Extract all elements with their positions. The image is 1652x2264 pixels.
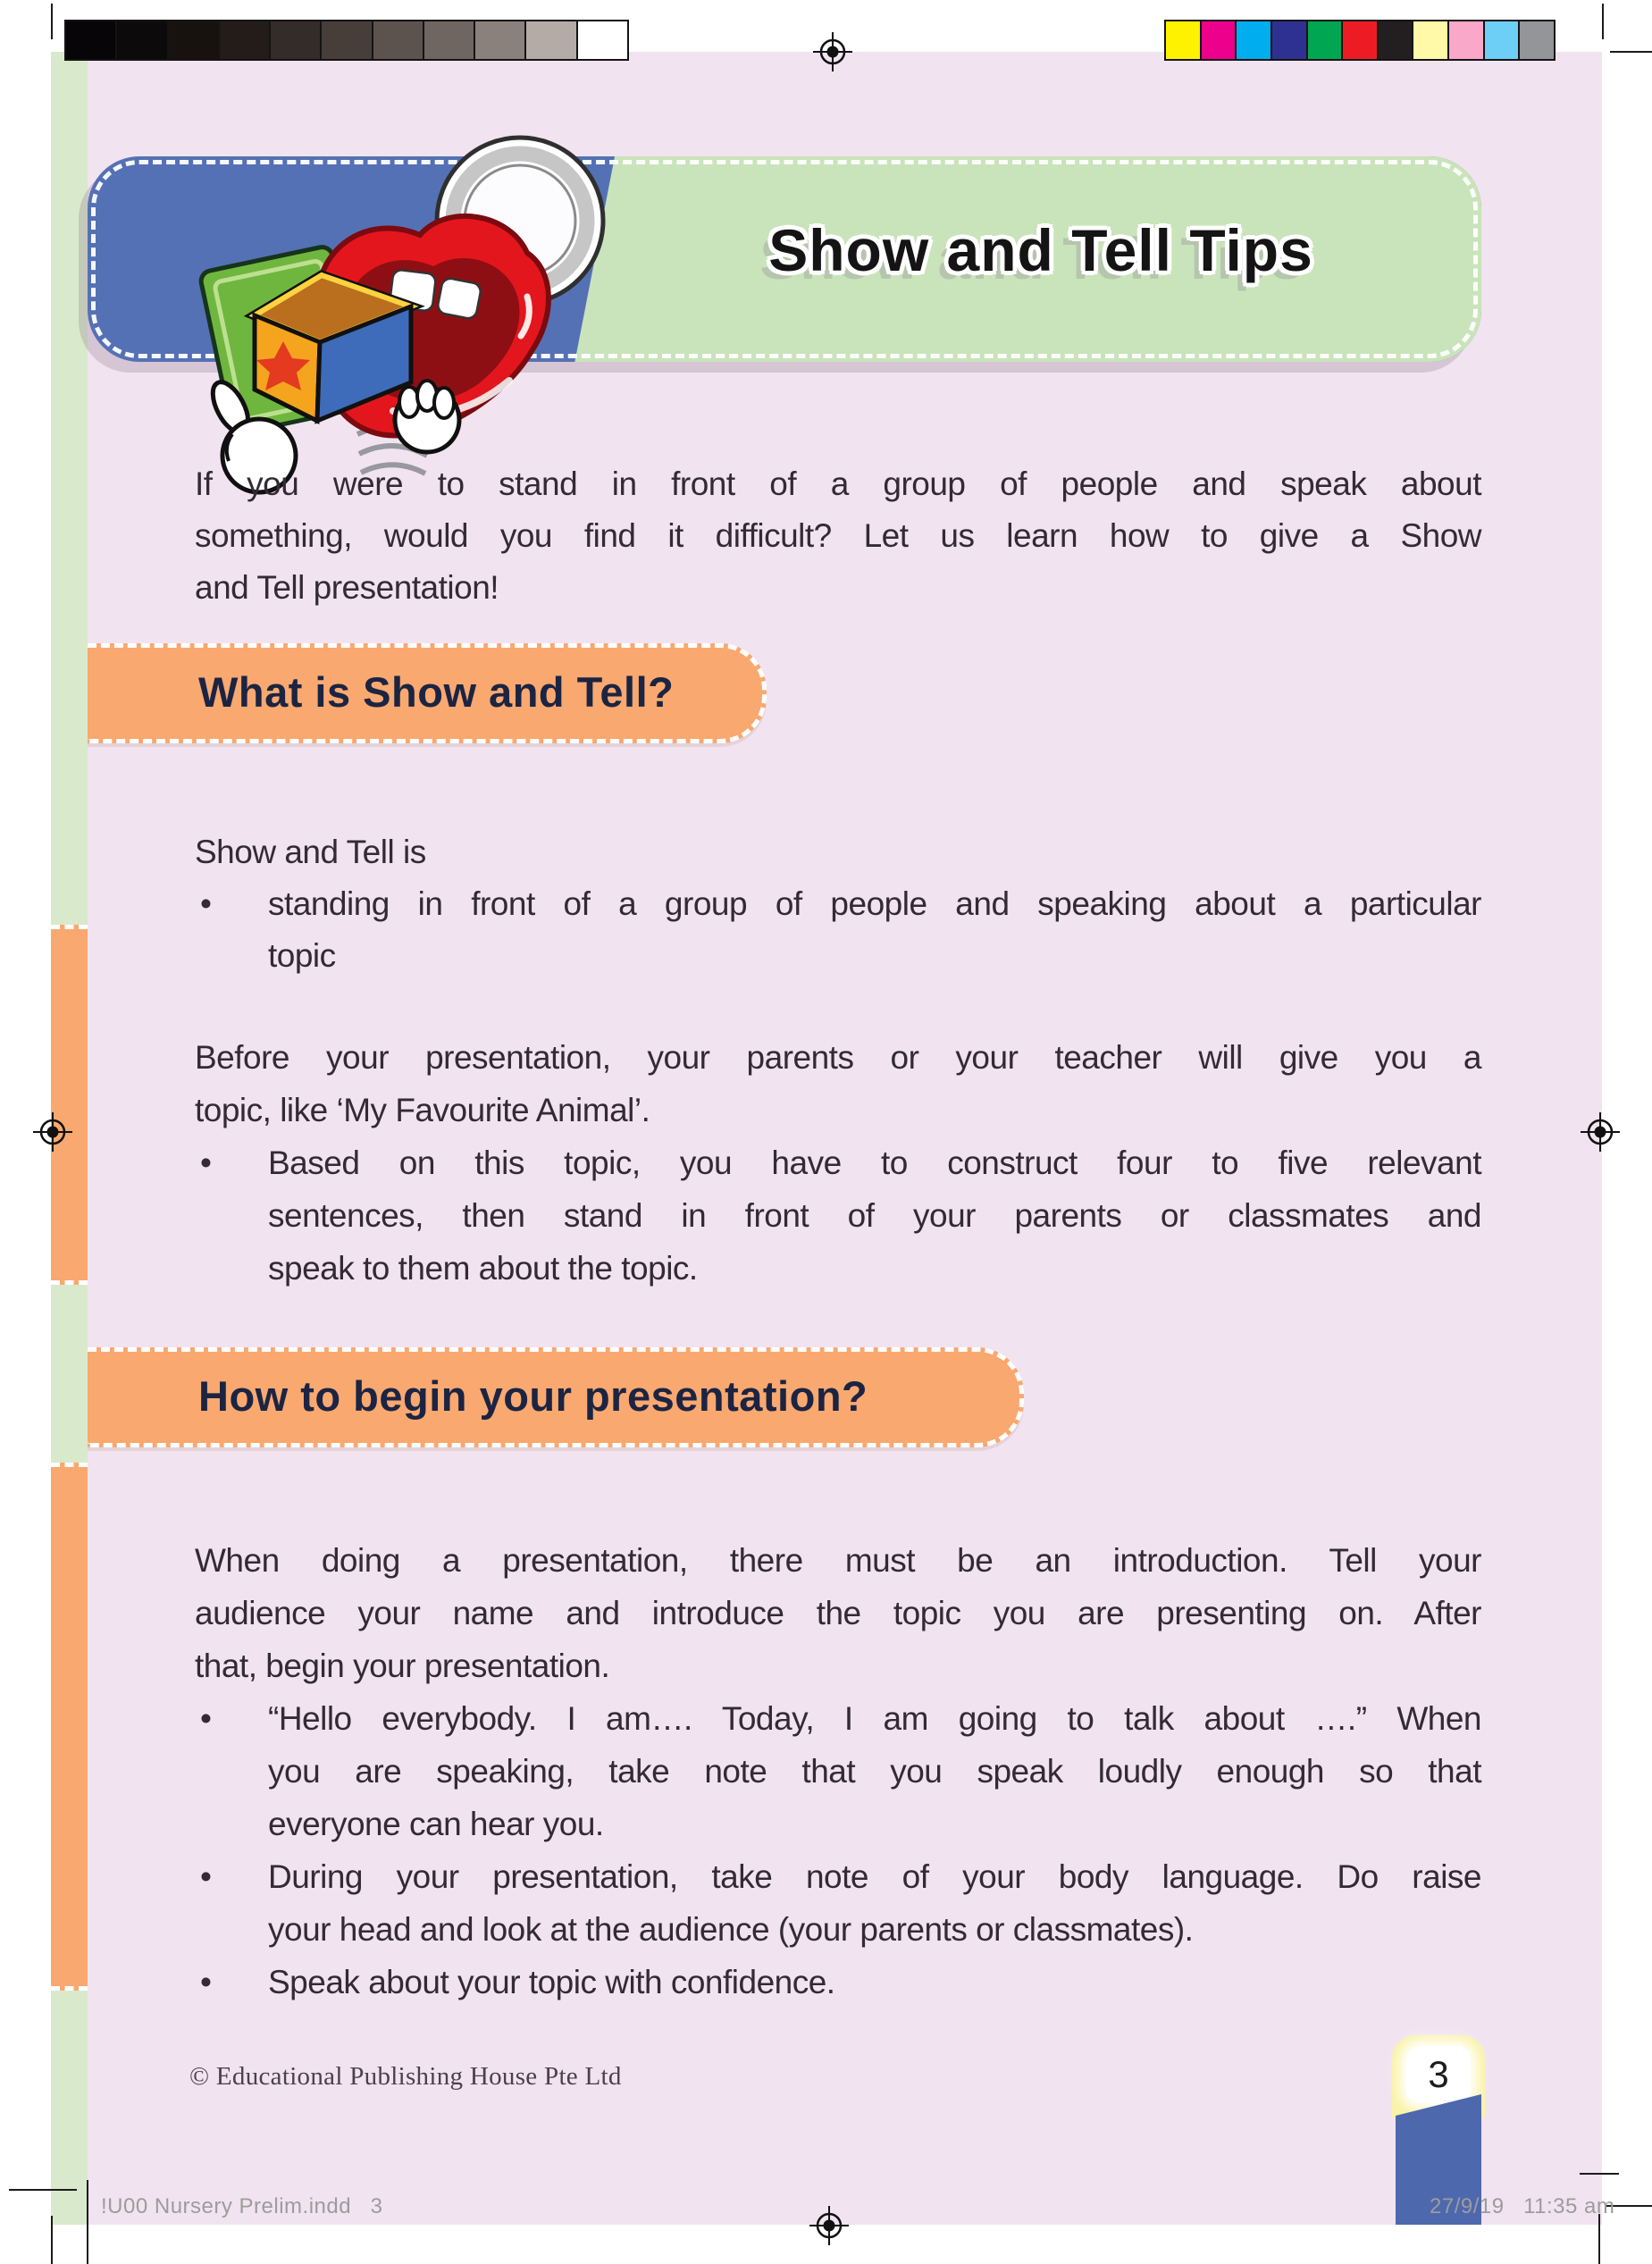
glove-holding-handle-icon [395, 381, 459, 452]
section-heading-how-to-begin [88, 1347, 1024, 1447]
edge-orange-strip-2 [51, 1463, 88, 1991]
calibration-swatch [1166, 21, 1200, 59]
crop-mark [1602, 4, 1604, 39]
bullet-line: During your presentation, take note of your body language. Do raise [268, 1858, 1481, 1895]
print-filename-slug: !U00 Nursery Prelim.indd 3 [101, 2194, 383, 2218]
crop-mark [9, 2189, 77, 2191]
page-number: 3 [1406, 2046, 1471, 2103]
calibration-swatch [1413, 21, 1447, 59]
calibration-swatch [475, 21, 524, 59]
section-heading-what-is-show-and-tell [88, 643, 767, 743]
calibration-swatch [424, 21, 474, 59]
calibration-swatch [1308, 21, 1342, 59]
body-line: that, begin your presentation. [195, 1648, 610, 1684]
edge-orange-strip-1 [51, 925, 88, 1285]
bullet-marker: • [200, 1145, 212, 1181]
page-title: Show and Tell Tips [768, 217, 1313, 283]
calibration-swatch [1343, 21, 1377, 59]
intro-line: If you were to stand in front of a group of people and speak about [195, 465, 1481, 502]
crop-mark [51, 4, 53, 39]
section-heading-text: How to begin your presentation? [198, 1372, 868, 1420]
calibration-swatch [322, 21, 371, 59]
calibration-swatch [66, 21, 115, 59]
calibration-swatch [1449, 21, 1483, 59]
crop-mark [1598, 2214, 1600, 2264]
calibration-swatch [1485, 21, 1519, 59]
bullet-line: Based on this topic, you have to construct four to five relevant [268, 1145, 1481, 1181]
bullet-marker: • [200, 1964, 212, 2000]
bullet-marker: • [200, 885, 212, 922]
body-line: audience your name and introduce the topic you are presenting on. After [195, 1595, 1481, 1631]
bullet-line: you are speaking, take note that you speak loudly enough so that [268, 1753, 1481, 1790]
registration-mark-left [32, 1111, 73, 1153]
bullet-line: “Hello everybody. I am…. Today, I am going to talk about ….” When [268, 1700, 1481, 1737]
calibration-swatch [526, 21, 575, 59]
crop-mark [51, 2216, 53, 2264]
intro-line: something, would you find it difficult? Let us learn how to give a Show [195, 517, 1481, 554]
body-line: topic, like ‘My Favourite Animal’. [195, 1092, 650, 1128]
bullet-marker: • [200, 1858, 212, 1895]
section-heading-text: What is Show and Tell? [198, 668, 675, 716]
calibration-swatch [1202, 21, 1236, 59]
bullet-line: your head and look at the audience (your parents or classmates). [268, 1911, 1194, 1948]
body-line: Show and Tell is [195, 834, 426, 870]
calibration-swatch [169, 21, 218, 59]
print-datetime-slug: 27/9/19 11:35 am [1430, 2194, 1615, 2218]
crop-mark [1610, 51, 1652, 53]
grayscale-calibration-bar [64, 20, 629, 61]
calibration-swatch [271, 21, 320, 59]
calibration-swatch [373, 21, 423, 59]
calibration-swatch [1272, 21, 1306, 59]
bullet-line: Speak about your topic with confidence. [268, 1964, 835, 2000]
body-line: Before your presentation, your parents or your teacher will give you a [195, 1039, 1481, 1076]
registration-mark-right [1580, 1111, 1621, 1153]
calibration-swatch [220, 21, 269, 59]
calibration-swatch [1237, 21, 1270, 59]
registration-mark-top [812, 31, 853, 72]
body-line: When doing a presentation, there must be an introduction. Tell your [195, 1542, 1481, 1579]
copyright-notice: © Educational Publishing House Pte Ltd [189, 2062, 622, 2091]
bullet-line: sentences, then stand in front of your parents or classmates and [268, 1197, 1481, 1234]
calibration-swatch [1379, 21, 1413, 59]
crop-mark [1580, 2173, 1619, 2175]
calibration-swatch [1520, 21, 1554, 59]
bullet-line: standing in front of a group of people and speaking about a particular [268, 885, 1481, 922]
color-calibration-bar [1164, 20, 1556, 61]
calibration-swatch [117, 21, 166, 59]
intro-line: and Tell presentation! [195, 569, 499, 606]
calibration-swatch [578, 21, 627, 59]
registration-mark-bottom [809, 2205, 850, 2246]
bullet-marker: • [200, 1700, 212, 1737]
bullet-line: speak to them about the topic. [268, 1250, 698, 1287]
crop-mark [87, 2180, 88, 2264]
bullet-line: topic [268, 937, 336, 974]
bullet-line: everyone can hear you. [268, 1806, 604, 1842]
